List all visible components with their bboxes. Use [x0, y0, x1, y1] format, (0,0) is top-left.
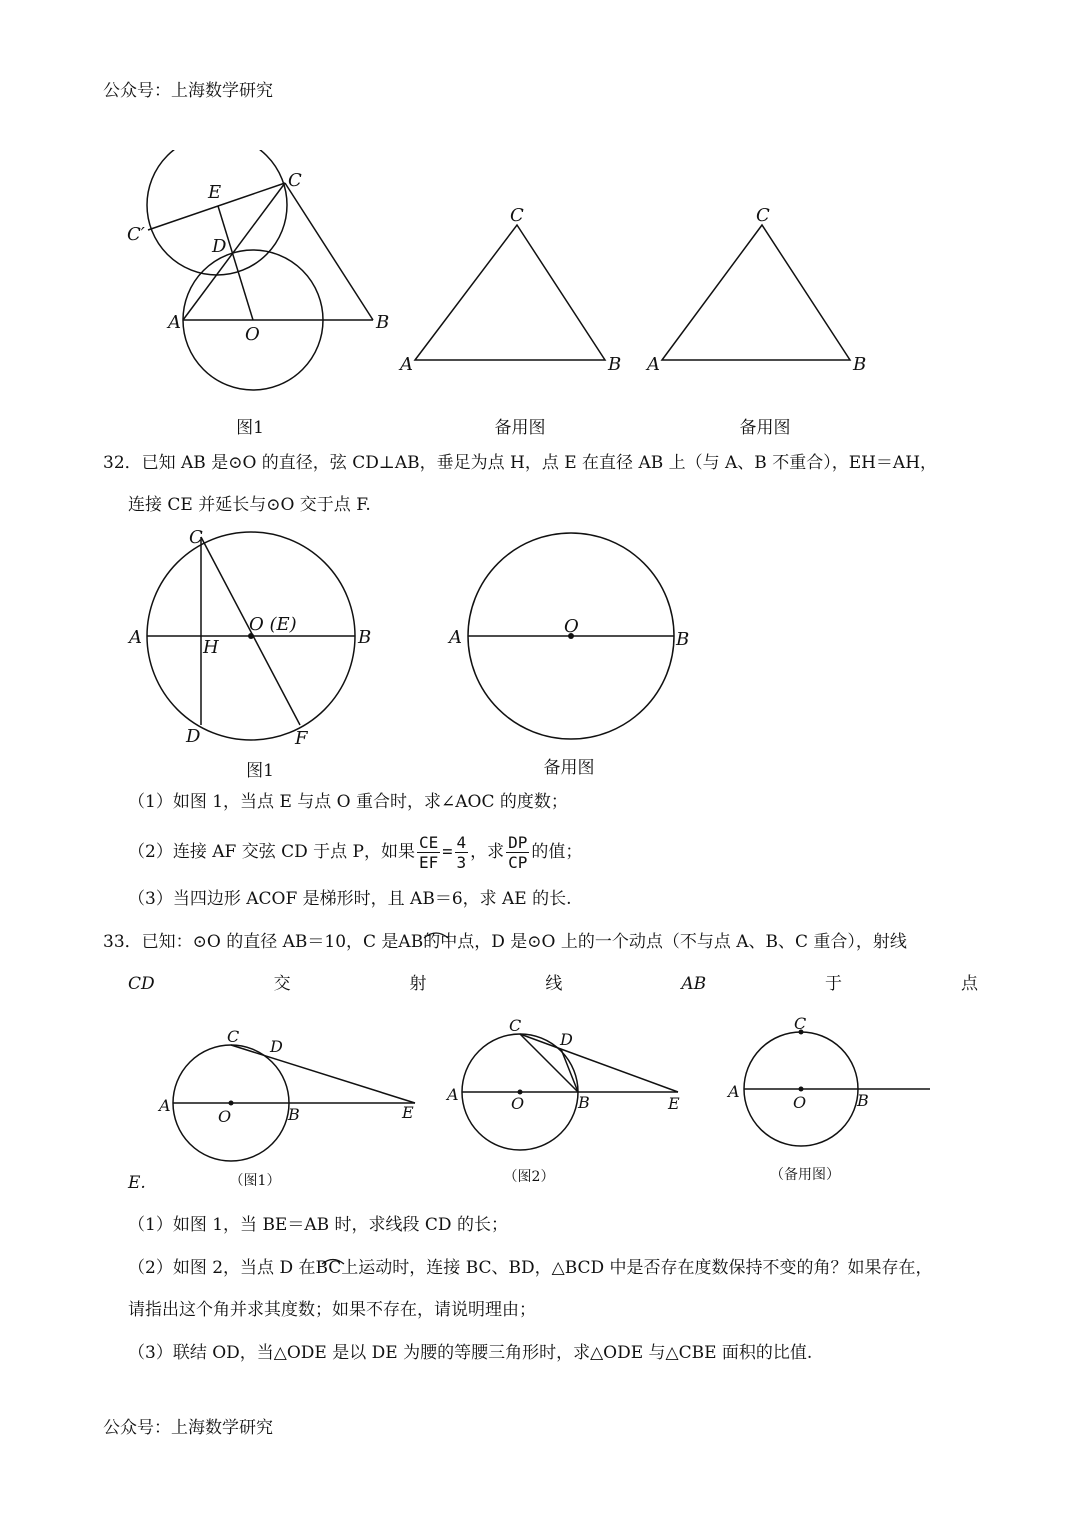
- q31-spare2-caption: 备用图: [739, 418, 791, 438]
- q32-label-C: C: [189, 527, 203, 548]
- q32-part2: （2）连接 AF 交弦 CD 于点 P，如果 $\frac{CE}{EF}$ = $\frac{4}{3}$ ，求 $\frac{DP}{CP}$ 的值；: [128, 833, 583, 872]
- q32-frac-4-3: $\frac{4}{3}$: [456, 833, 467, 872]
- q31-label-Cp: C′: [127, 224, 145, 245]
- q33-fig2-label-E: E: [668, 1094, 680, 1113]
- page-header: 公众号：上海数学研究: [103, 81, 273, 101]
- q33-fig1-caption: （图1）: [229, 1173, 281, 1189]
- q32-label-H: H: [203, 637, 219, 658]
- q33-spare-label-B: B: [857, 1091, 869, 1110]
- q32-stem-line2: 连接 CE 并延长与⊙O 交于点 F.: [128, 495, 371, 515]
- q33-part1: （1）如图 1，当 BE＝AB 时，求线段 CD 的长；: [128, 1215, 508, 1235]
- q31-fig1-caption: 图1: [236, 418, 264, 438]
- q33-fig1-label-C: C: [227, 1027, 240, 1046]
- q33-fig1-label-E: E: [402, 1103, 414, 1122]
- q32-label-B: B: [358, 627, 372, 648]
- q31-label-A: A: [168, 312, 181, 333]
- q32-spare-label-A: A: [449, 627, 462, 648]
- q33-fig2-label-D: D: [560, 1030, 573, 1049]
- q31-spare2-label-A: A: [647, 354, 660, 375]
- q33-fig2-line-DB: [561, 1049, 578, 1092]
- q31-spare1-caption: 备用图: [494, 418, 546, 438]
- q33-fig1-label-D: D: [270, 1037, 283, 1056]
- q32-spare-caption: 备用图: [543, 758, 595, 778]
- q33-part2-line2: 请指出这个角并求其度数；如果不存在，请说明理由；: [128, 1300, 536, 1320]
- q31-spare1-label-A: A: [400, 354, 413, 375]
- q33-fig1-label-O: O: [218, 1107, 232, 1126]
- q31-label-B: B: [376, 312, 390, 333]
- q31-label-C: C: [288, 170, 302, 191]
- q33-spare-label-A: A: [728, 1082, 740, 1101]
- q33-arc-mark-ab: [421, 928, 451, 940]
- q32-part2-pre: （2）连接 AF 交弦 CD 于点 P，如果: [128, 842, 415, 862]
- q33-figures: [150, 1012, 950, 1172]
- q31-spare1-label-B: B: [608, 354, 622, 375]
- q32-frac-ce-ef: $\frac{CE}{EF}$: [418, 833, 439, 872]
- q32-label-OE: O (E): [249, 614, 297, 635]
- q33-fig2-label-B: B: [578, 1093, 590, 1112]
- q33-fig1-label-B: B: [288, 1105, 300, 1124]
- q32-stem-line1: 32．已知 AB 是⊙O 的直径，弦 CD⊥AB，垂足为点 H，点 E 在直径 AB 上（与 A、B 不重合），EH＝AH，: [103, 453, 938, 473]
- q32-spare-label-B: B: [676, 629, 690, 650]
- q31-spare1-label-C: C: [510, 205, 524, 226]
- q32-figures: [120, 525, 720, 760]
- q33-spare-caption: （备用图）: [770, 1167, 840, 1183]
- q33-fig2-line-CE: [520, 1034, 678, 1092]
- q31-label-D: D: [212, 236, 227, 257]
- q33-fig2-label-O: O: [511, 1094, 525, 1113]
- q33-stem-line1: 33．已知：⊙O 的直径 AB＝10，C 是AB的中点，D 是⊙O 上的一个动点（不与点 A、B、C 重合），射线: [103, 932, 907, 952]
- q32-part3: （3）当四边形 ACOF 是梯形时，且 AB＝6，求 AE 的长.: [128, 889, 572, 909]
- q32-label-A: A: [129, 627, 142, 648]
- q31-label-O: O: [245, 324, 260, 345]
- q33-spare-label-O: O: [793, 1093, 807, 1112]
- q33-fig2-label-C: C: [509, 1016, 522, 1035]
- page-footer: 公众号：上海数学研究: [103, 1418, 273, 1438]
- q33-stem-line3: E.: [128, 1173, 146, 1193]
- q33-stem-line2: CD 交 射 线 AB 于 点: [128, 974, 978, 994]
- q32-label-F: F: [295, 728, 308, 749]
- q33-fig1-label-A: A: [159, 1096, 171, 1115]
- q33-arc-mark-bc: [319, 1255, 347, 1265]
- q31-label-E: E: [208, 182, 222, 203]
- q33-part3: （3）联结 OD，当△ODE 是以 DE 为腰的等腰三角形时，求△ODE 与△CBE 面积的比值.: [128, 1343, 813, 1363]
- q33-fig1-line-CE: [231, 1045, 415, 1103]
- q31-figures-clean: [0, 150, 1080, 440]
- q33-fig2-label-A: A: [447, 1085, 459, 1104]
- q32-frac-dp-cp: $\frac{DP}{CP}$: [508, 833, 528, 872]
- q33-spare-label-C: C: [794, 1014, 807, 1033]
- q31-spare2-label-C: C: [756, 205, 770, 226]
- q31-spare2-label-B: B: [853, 354, 867, 375]
- q32-label-D: D: [186, 726, 201, 747]
- q32-part1: （1）如图 1，当点 E 与点 O 重合时，求∠AOC 的度数；: [128, 792, 568, 812]
- q32-spare-label-O: O: [564, 616, 579, 637]
- q33-part2-line1: （2）如图 2，当点 D 在BC上运动时，连接 BC、BD，△BCD 中是否存在度数保持不变的角？如果存在，: [128, 1258, 933, 1278]
- q32-fig1-caption: 图1: [246, 761, 274, 781]
- q33-fig2-caption: （图2）: [503, 1169, 555, 1185]
